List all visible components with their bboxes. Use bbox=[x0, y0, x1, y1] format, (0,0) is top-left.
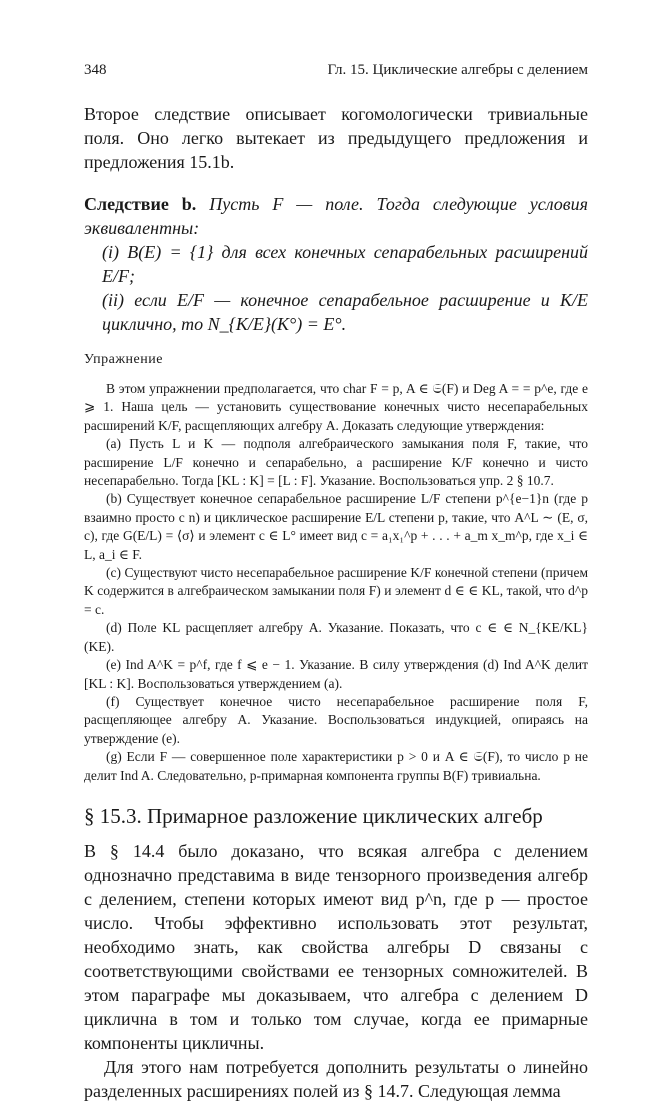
exercise-item-f: (f) Существует конечное чисто несепарабельное расширение поля F, расщепляющее алгебру A. Указание. Воспользоваться индукцией, опираясь на утверждение (e). bbox=[84, 693, 588, 746]
corollary-item-1-text: (i) B(E) = {1} для всех конечных сепарабельных расширений E/F; bbox=[102, 242, 588, 286]
corollary-item-1 bbox=[84, 240, 588, 288]
exercise-item-e: (e) Ind A^K = p^f, где f ⩽ e − 1. Указание. В силу утверждения (d) Ind A^K делит [KL : K]. Воспользоваться утверждением (a). bbox=[84, 657, 588, 691]
section-paragraph-2: Для этого нам потребуется дополнить результаты о линейно разделенных расширениях полей из § 14.7. Следующая лемма bbox=[84, 1056, 588, 1101]
corollary-statement bbox=[84, 192, 588, 240]
section-paragraph-1: В § 14.4 было доказано, что всякая алгебра с делением однозначно представима в виде тензорного произведения алгебр с делением, степени которых имеют вид p^n, где p — простое число. Чтобы эффективно использовать этот результат, необходимо знать, как свойства алгебры D связаны с соответствующими свойствами ее тензорных сомножителей. В этом параграфе мы доказываем, что алгебра с делением D циклична в том и только том случае, когда ее примарные компоненты цикличны. bbox=[84, 840, 588, 1053]
intro-paragraph: Второе следствие описывает когомологически тривиальные поля. Оно легко вытекает из предыдущего предложения и предложения 15.1b. bbox=[84, 104, 588, 172]
book-page bbox=[84, 62, 588, 1103]
corollary-item-2-text: (ii) если E/F — конечное сепарабельное расширение и K/E циклично, то N_{K/E}(K°) = E°. bbox=[102, 290, 588, 334]
corollary-item-2 bbox=[84, 288, 588, 336]
section-title: § 15.3. Примарное разложение циклических алгебр bbox=[84, 803, 543, 828]
exercise-item-d: (d) Поле KL расщепляет алгебру A. Указание. Показать, что c ∈ ∈ N_{KE/KL}(KE). bbox=[84, 620, 588, 654]
page-header bbox=[84, 62, 588, 86]
exercise-item-b: (b) Существует конечное сепарабельное расширение L/F степени p^{e−1}n (где p взаимно просто с n) и циклическое расширение E/L степени p, такие, что A^L ∼ (E, σ, c), где G(E/L) = ⟨σ⟩ и элемент c ∈ L° имеет вид c = a₁x₁^p + . . . + a_m x_m^p, где x_i ∈ L, a_i ∈ F. bbox=[84, 491, 588, 562]
corollary-label: Следствие b. bbox=[84, 194, 197, 214]
corollary-text: Пусть F — поле. Тогда следующие условия эквивалентны: bbox=[84, 194, 588, 238]
exercise-item-c: (c) Существуют чисто несепарабельное расширение K/F конечной степени (причем K содержится в алгебраическом замыкании поля F) и элемент d ∈ ∈ KL, такой, что d^p = c. bbox=[84, 565, 588, 617]
exercise-item-a: (а) Пусть L и K — подполя алгебраического замыкания поля F, такие, что расширение L/F конечно и сепарабельно, а расширение K/F конечно и чисто несепарабельно. Тогда [KL : K] = [L : F]. Указание. Воспользоваться упр. 2 § 10.7. bbox=[84, 436, 588, 489]
exercise-heading: Упражнение bbox=[84, 352, 163, 367]
corollary-block bbox=[84, 192, 588, 336]
exercise-block bbox=[84, 380, 588, 785]
exercise-intro: В этом упражнении предполагается, что char F = p, A ∈ 𝔖(F) и Deg A = = p^e, где e ⩾ 1. Наша цель — установить существование конечных чисто несепарабельных расширений K/F, расщепляющих алгебру A. Доказать следующие утверждения: bbox=[84, 381, 588, 433]
page-number: 348 bbox=[84, 62, 107, 78]
exercise-item-g: (g) Если F — совершенное поле характеристики p > 0 и A ∈ 𝔖(F), то число p не делит Ind A. Следовательно, p-примарная компонента группы B(F) тривиальна. bbox=[84, 749, 588, 783]
running-head: Гл. 15. Циклические алгебры с делением bbox=[327, 62, 588, 78]
